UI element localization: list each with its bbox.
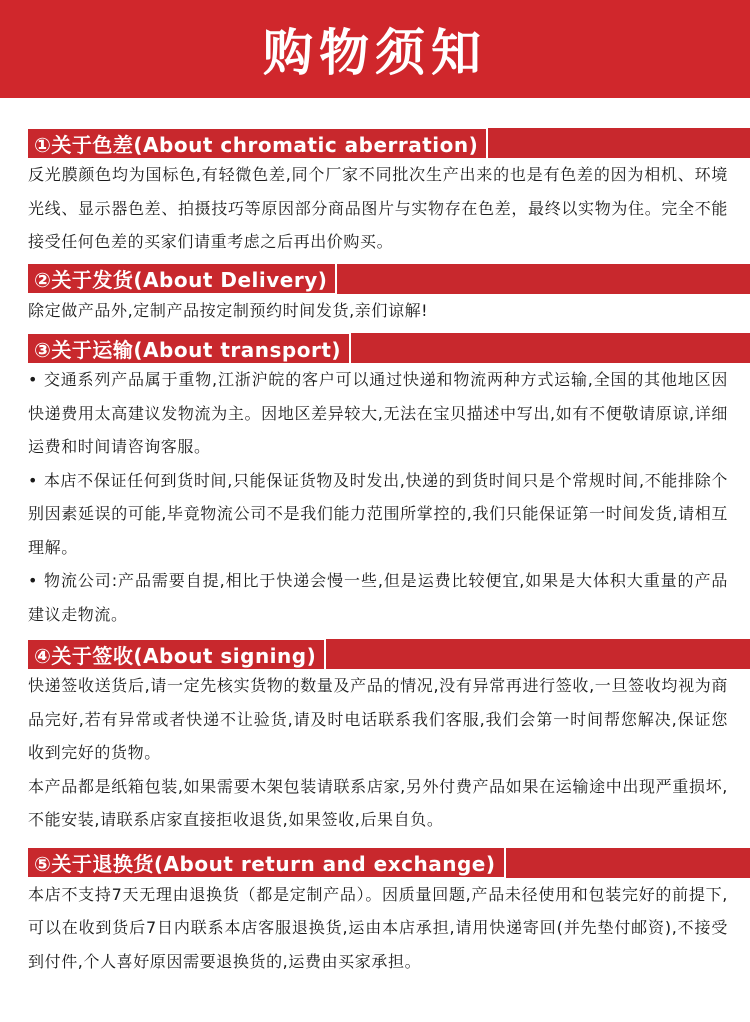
section-paragraph: 反光膜颜色均为国标色,有轻微色差,同个厂家不同批次生产出来的也是有色差的因为相机、环境光线、显示器色差、拍摄技巧等原因部分商品图片与实物存在色差，最终以实物为住。完全不能接受任何色差的买家们请重考虑之后再出价购买。 — [28, 165, 728, 251]
section-header-signing — [28, 639, 750, 669]
section-paragraph: 快递签收送货后,请一定先核实货物的数量及产品的情况,没有异常再进行签收,一旦签收均视为商品完好,若有异常或者快递不让验货,请及时电话联系我们客服,我们会第一时间帮您解决,保证您收到完好的货物。 — [28, 676, 728, 762]
section-header-transport — [28, 333, 750, 363]
header-bar — [351, 333, 750, 363]
section-title: ③关于运输(About transport) — [28, 334, 351, 363]
section-title: ⑤关于退换货(About return and exchange) — [28, 848, 506, 877]
header-bar — [488, 128, 750, 158]
section-paragraph: 除定做产品外,定制产品按定制预约时间发货,亲们谅解! — [28, 300, 429, 320]
section-paragraph: 本店不支持7天无理由退换货（都是定制产品）。因质量回题,产品未径使用和包装完好的前提下,可以在收到货后7日内联系本店客服退换货,运由本店承担,请用快递寄回(并先垫付邮资),不接受到付件,个人喜好原因需要退换货的,运费由买家承担。 — [28, 884, 728, 971]
bullet-paragraph: • 交通系列产品属于重物,江浙沪皖的客户可以通过快递和物流两种方式运输,全国的其他地区因快递费用太高建议发物流为主。因地区差异较大,无法在宝贝描述中写出,如有不便敬请原谅,详细运费和时间请咨询客服。 — [28, 363, 750, 464]
section-title: ②关于发货(About Delivery) — [28, 264, 337, 293]
page-title-banner — [0, 0, 750, 98]
section-title: ①关于色差(About chromatic aberration) — [28, 129, 488, 158]
section-header-delivery — [28, 264, 750, 294]
header-bar — [337, 264, 750, 294]
bullet-paragraph: • 本店不保证任何到货时间,只能保证货物及时发出,快递的到货时间只是个常规时间,不能排除个别因素延误的可能,毕竟物流公司不是我们能力范围所掌控的,我们只能保证第一时间发货,请相互理解。 — [28, 464, 750, 565]
page-title: 购物须知 — [263, 24, 487, 82]
notice-content — [0, 128, 750, 978]
section-header-color-difference — [28, 128, 750, 158]
header-bar — [506, 848, 750, 878]
section-title: ④关于签收(About signing) — [28, 640, 326, 669]
bullet-paragraph: • 物流公司:产品需要自提,相比于快递会慢一些,但是运费比较便宜,如果是大体积大重量的产品建议走物流。 — [28, 564, 750, 631]
section-paragraph: 本产品都是纸箱包装,如果需要木架包装请联系店家,另外付费产品如果在运输途中出现严重损坏,不能安装,请联系店家直接拒收退货,如果签收,后果自负。 — [28, 776, 728, 829]
section-header-return-exchange — [28, 848, 750, 878]
header-bar — [326, 639, 750, 669]
